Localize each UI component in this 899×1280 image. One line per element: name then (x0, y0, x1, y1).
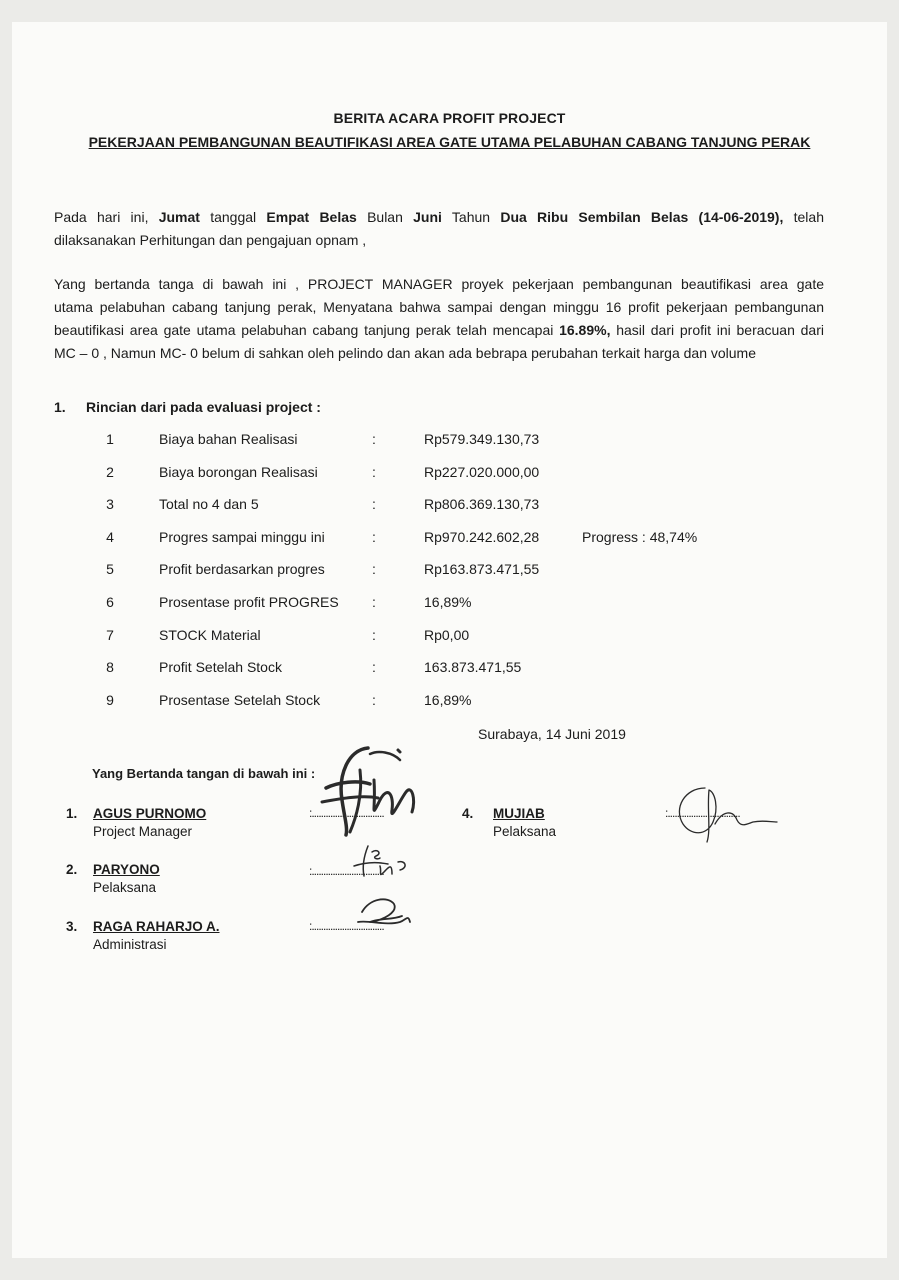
signer-index: 2. (66, 862, 78, 877)
signature-3-image (340, 892, 420, 932)
section-heading (54, 399, 321, 415)
detail-number: 1 (106, 431, 114, 447)
detail-row (12, 659, 887, 679)
detail-number: 5 (106, 561, 114, 578)
detail-value: Rp227.020.000,00 (424, 463, 540, 480)
document-page (12, 22, 887, 1258)
detail-value: Rp0,00 (424, 626, 470, 643)
opening-line-1: Pada hari ini, Jumat tanggal Empat Belas Bulan Juni Tahun Dua Ribu Sembilan Belas (14-06-2019), telah (54, 209, 824, 225)
detail-number: 6 (106, 594, 114, 610)
signer-name: MUJIAB (493, 806, 545, 821)
signature-line-1: :............................... (309, 806, 384, 820)
detail-number: 9 (106, 691, 114, 708)
detail-number: 3 (106, 496, 114, 513)
detail-row (12, 464, 887, 484)
statement-line-4: MC – 0 , Namun MC- 0 belum di sahkan oleh pelindo dan akan ada bebrapa perubahan terkait harga dan volume (54, 345, 756, 361)
detail-value: Rp970.242.602,28 (424, 528, 540, 545)
detail-value: Rp579.349.130,73 (424, 431, 540, 447)
detail-colon: : (372, 659, 376, 676)
signer-name: PARYONO (93, 862, 160, 877)
detail-value: Rp163.873.471,55 (424, 561, 540, 578)
detail-row (12, 529, 887, 549)
detail-value: 16,89% (424, 691, 472, 708)
detail-row (12, 627, 887, 647)
profit-percentage: 16.89%, (559, 322, 611, 338)
statement-paragraph (54, 273, 824, 365)
detail-label: STOCK Material (159, 626, 261, 643)
statement-line-1: Yang bertanda tanga di bawah ini , PROJECT MANAGER proyek pekerjaan pembangunan beautifikasi area gate (54, 276, 824, 292)
signer-index: 1. (66, 806, 78, 821)
detail-label: Prosentase profit PROGRES (159, 594, 339, 610)
detail-row (12, 692, 887, 712)
detail-extra: Progress : 48,74% (582, 528, 698, 545)
detail-row (12, 496, 887, 516)
detail-value: 16,89% (424, 594, 472, 610)
day-name: Jumat (158, 209, 200, 225)
signature-2-image (342, 842, 422, 882)
detail-colon: : (372, 691, 376, 708)
detail-colon: : (372, 561, 376, 578)
month-name: Juni (413, 209, 442, 225)
detail-colon: : (372, 626, 376, 643)
detail-label: Prosentase Setelah Stock (159, 691, 321, 708)
detail-label: Biaya borongan Realisasi (159, 463, 318, 480)
signature-line-4: :............................... (665, 806, 740, 820)
document-title: BERITA ACARA PROFIT PROJECT (333, 110, 566, 126)
opening-line-2: dilaksanakan Perhitungan dan pengajuan opnam , (54, 232, 367, 248)
detail-label: Biaya bahan Realisasi (159, 431, 298, 447)
detail-colon: : (372, 594, 376, 610)
signer-role: Administrasi (93, 937, 167, 952)
year-words: Dua Ribu Sembilan Belas (14-06-2019), (500, 209, 784, 225)
document-subtitle: PEKERJAAN PEMBANGUNAN BEAUTIFIKASI AREA GATE UTAMA PELABUHAN CABANG TANJUNG PERAK (88, 134, 811, 150)
date-words: Empat Belas (266, 209, 357, 225)
signer-name: AGUS PURNOMO (93, 806, 207, 821)
signer-index: 3. (66, 919, 78, 934)
detail-row (12, 594, 887, 614)
signers-heading: Yang Bertanda tangan di bawah ini : (92, 766, 316, 781)
detail-colon: : (372, 431, 376, 447)
place-date: Surabaya, 14 Juni 2019 (478, 726, 626, 742)
detail-row (12, 561, 887, 581)
signer-index: 4. (462, 806, 474, 821)
opening-paragraph (54, 206, 824, 252)
statement-line-2: utama pelabuhan cabang tanjung perak, Menyatana bahwa sampai dengan minggu 16 profit pekerjaan pembangunan (54, 299, 824, 315)
detail-number: 2 (106, 463, 114, 480)
section-number: 1. (54, 399, 66, 415)
signer-role: Pelaksana (93, 880, 157, 895)
detail-value: Rp806.369.130,73 (424, 496, 540, 513)
detail-colon: : (372, 496, 376, 513)
detail-number: 7 (106, 626, 114, 643)
signer-role: Pelaksana (493, 824, 557, 839)
detail-label: Profit berdasarkan progres (159, 561, 325, 578)
signature-1-image (308, 740, 438, 835)
signer-name: RAGA RAHARJO A. (93, 919, 220, 934)
signer-role: Project Manager (93, 824, 193, 839)
detail-row (12, 431, 887, 451)
section-title: Rincian dari pada evaluasi project : (86, 399, 321, 415)
detail-label: Progres sampai minggu ini (159, 528, 325, 545)
signature-line-3: :............................... (309, 919, 384, 933)
detail-number: 4 (106, 528, 114, 545)
detail-colon: : (372, 463, 376, 480)
statement-line-3: beautifikasi area gate utama pelabuhan cabang tanjung perak telah mencapai 16.89%, hasil dari profit ini beracuan dari (54, 322, 824, 338)
signature-4-image (667, 780, 787, 850)
detail-number: 8 (106, 659, 114, 676)
signature-line-2: :............................... (309, 864, 384, 878)
detail-label: Total no 4 dan 5 (159, 496, 259, 513)
detail-value: 163.873.471,55 (424, 659, 522, 676)
detail-colon: : (372, 528, 376, 545)
detail-label: Profit Setelah Stock (159, 659, 282, 676)
